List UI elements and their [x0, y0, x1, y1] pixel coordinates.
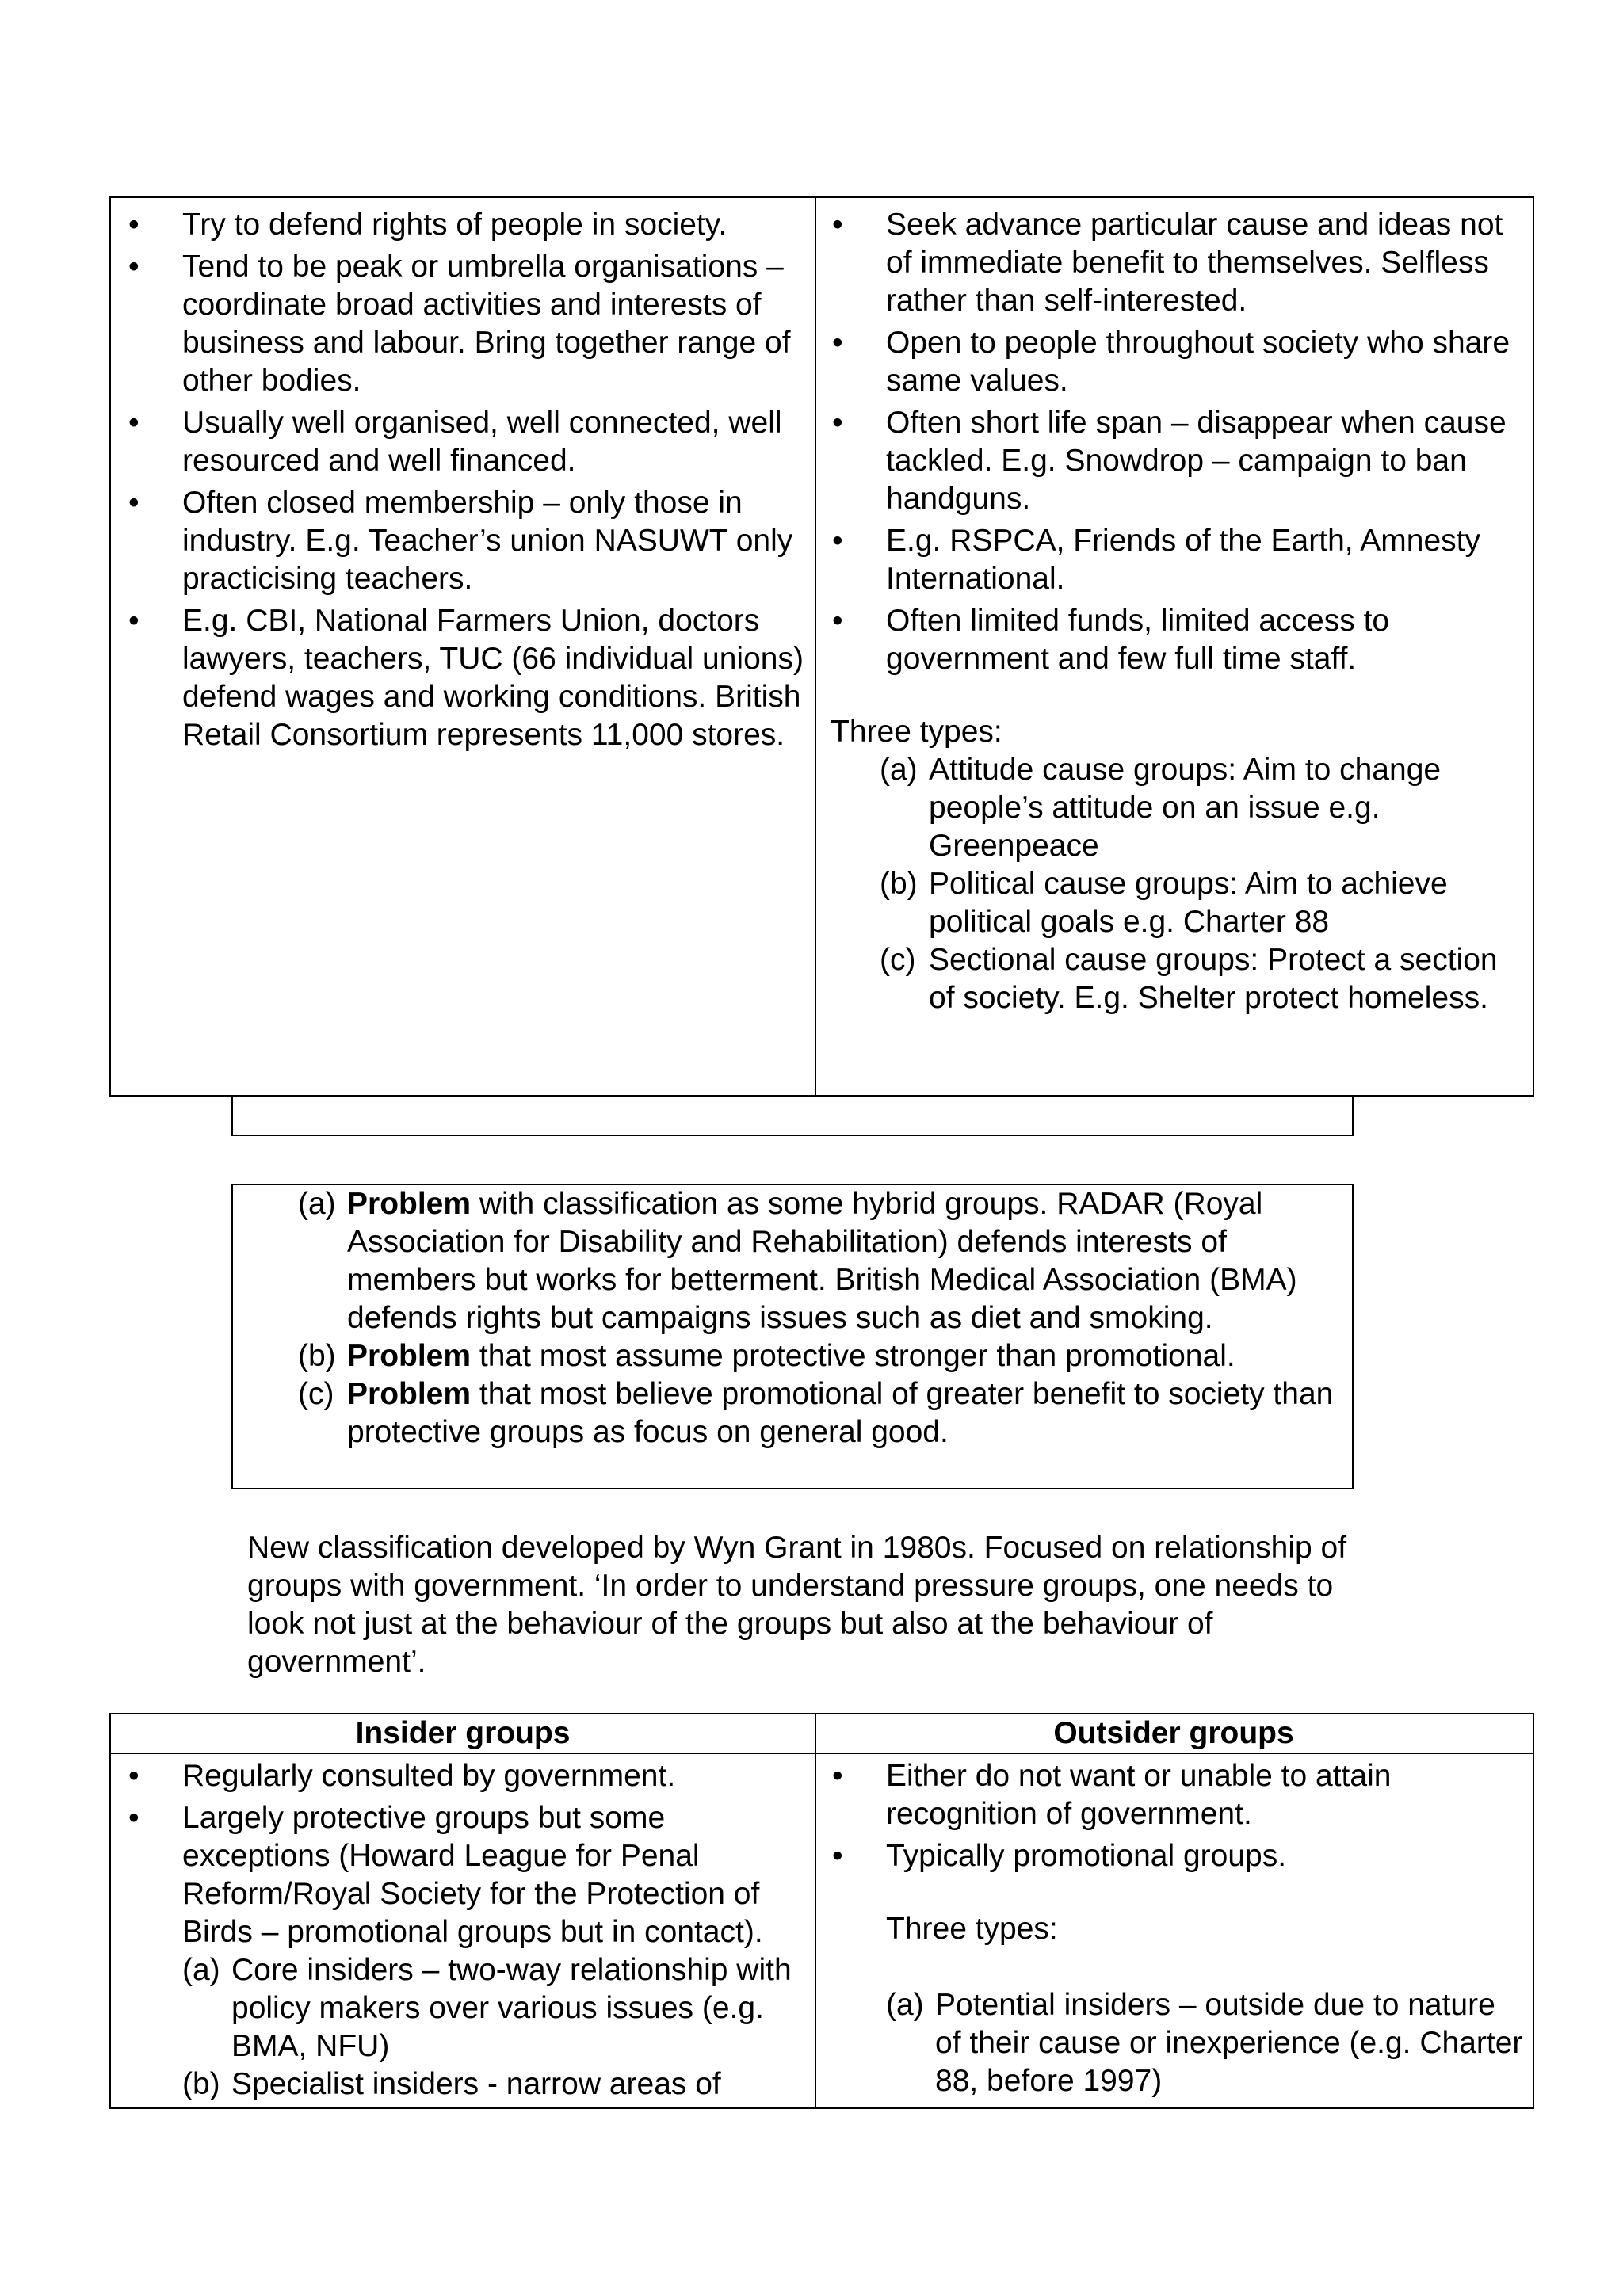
- list-item: [821, 206, 1526, 320]
- list-item: [880, 865, 1526, 941]
- list-item: [821, 404, 1526, 518]
- list-item: [117, 1757, 808, 1795]
- list-item: [821, 522, 1526, 598]
- list-item-text: Tend to be peak or umbrella organisations – coordinate broad activities and interests of business and labour. Bring together range of other bodies.: [182, 250, 791, 398]
- list-marker: (a): [880, 753, 918, 787]
- top-table-right-cell: [815, 196, 1534, 1097]
- problems-box: [231, 1184, 1354, 1489]
- list-item: [886, 1986, 1526, 2100]
- intro-paragraph: New classification developed by Wyn Grant in 1980s. Focused on relationship of groups with government. ‘In order to understand pressure groups, one needs to look not just at the behaviour of the groups but also at the behaviour of government’.: [247, 1531, 1347, 1679]
- list-marker: (a): [298, 1187, 336, 1221]
- list-item-text: that most assume protective stronger than promotional.: [471, 1339, 1235, 1373]
- list-item: [880, 941, 1526, 1017]
- insider-groups-list: [117, 1757, 808, 1951]
- list-item-text: E.g. RSPCA, Friends of the Earth, Amnesty International.: [886, 524, 1480, 596]
- problems-list: [298, 1185, 1344, 1451]
- list-marker: (c): [298, 1377, 334, 1411]
- outsider-groups-cell: [815, 1753, 1534, 2109]
- cause-group-types: [880, 751, 1526, 1017]
- list-item-text: Attitude cause groups: Aim to change people’s attitude on an issue e.g. Greenpeace: [929, 753, 1442, 863]
- list-item-text: that most believe promotional of greater benefit to society than protective groups as focus on general good.: [347, 1377, 1334, 1449]
- list-item-text: Typically promotional groups.: [886, 1839, 1287, 1873]
- list-marker: (b): [182, 2067, 220, 2101]
- list-item: [182, 2065, 808, 2103]
- list-marker: (b): [298, 1339, 336, 1373]
- outsider-types: [886, 1986, 1526, 2100]
- list-item: [117, 404, 808, 480]
- list-item-text: Try to defend rights of people in society.: [182, 208, 727, 242]
- empty-box: [231, 1095, 1354, 1136]
- list-item: [880, 751, 1526, 865]
- list-marker: (a): [182, 1953, 220, 1987]
- types-heading: Three types:: [886, 1912, 1058, 1946]
- outsider-groups-list: [821, 1757, 1526, 1875]
- insider-types: [182, 1951, 808, 2103]
- list-item-text: with classification as some hybrid groups. RADAR (Royal Association for Disability and Rehabilitation) defends interests of members but works for betterment. British Medical Association (BMA) defends rights but campaigns issues such as diet and smoking.: [347, 1187, 1297, 1335]
- list-marker: (b): [880, 867, 918, 901]
- list-item-text: Seek advance particular cause and ideas not of immediate benefit to themselves. Selfless rather than self-interested.: [886, 208, 1503, 318]
- list-item-text: Open to people throughout society who share same values.: [886, 326, 1510, 398]
- problem-label: Problem: [347, 1187, 472, 1221]
- list-item-text: Usually well organised, well connected, well resourced and well financed.: [182, 406, 782, 478]
- insider-groups-header: Insider groups: [109, 1713, 816, 1754]
- list-item: [117, 206, 808, 244]
- list-item: [821, 324, 1526, 400]
- promotional-groups-list: [821, 206, 1526, 678]
- problem-label: Problem: [347, 1339, 472, 1373]
- list-item-text: Specialist insiders - narrow areas of: [231, 2067, 721, 2101]
- list-marker: (a): [886, 1988, 924, 2022]
- problem-label: Problem: [347, 1377, 472, 1411]
- list-item-text: Largely protective groups but some exceptions (Howard League for Penal Reform/Royal Society for the Protection of Birds – promotional groups but in contact).: [182, 1801, 763, 1949]
- list-item-text: Sectional cause groups: Protect a section of society. E.g. Shelter protect homeless.: [929, 943, 1498, 1015]
- outsider-groups-header: Outsider groups: [815, 1713, 1534, 1754]
- list-item: [821, 1757, 1526, 1833]
- list-item-text: Regularly consulted by government.: [182, 1759, 676, 1793]
- list-item: [117, 248, 808, 400]
- list-item-text: Either do not want or unable to attain recognition of government.: [886, 1759, 1392, 1831]
- list-item-text: Political cause groups: Aim to achieve political goals e.g. Charter 88: [929, 867, 1448, 939]
- list-marker: (c): [880, 943, 916, 977]
- list-item: [821, 1837, 1526, 1875]
- list-item: [117, 1799, 808, 1951]
- list-item: [821, 602, 1526, 678]
- list-item-text: Core insiders – two-way relationship with policy makers over various issues (e.g. BMA, NFU): [231, 1953, 792, 2063]
- list-item-text: Often closed membership – only those in industry. E.g. Teacher’s union NASUWT only practicising teachers.: [182, 486, 793, 596]
- insider-groups-cell: [109, 1753, 816, 2109]
- list-item: [182, 1951, 808, 2065]
- list-item: [117, 484, 808, 598]
- list-item: [298, 1337, 1344, 1375]
- list-item-text: Potential insiders – outside due to nature of their cause or inexperience (e.g. Charter 88, before 1997): [935, 1988, 1523, 2098]
- protective-groups-list: [117, 206, 808, 754]
- list-item-text: Often limited funds, limited access to government and few full time staff.: [886, 604, 1390, 676]
- list-item-text: Often short life span – disappear when cause tackled. E.g. Snowdrop – campaign to ban handguns.: [886, 406, 1507, 516]
- list-item: [298, 1375, 1344, 1451]
- list-item-text: E.g. CBI, National Farmers Union, doctors lawyers, teachers, TUC (66 individual unions) defend wages and working conditions. British Retail Consortium represents 11,000 stores.: [182, 604, 804, 752]
- types-heading: Three types:: [831, 715, 1002, 749]
- top-table-left-cell: [109, 196, 816, 1097]
- list-item: [298, 1185, 1344, 1337]
- list-item: [117, 602, 808, 754]
